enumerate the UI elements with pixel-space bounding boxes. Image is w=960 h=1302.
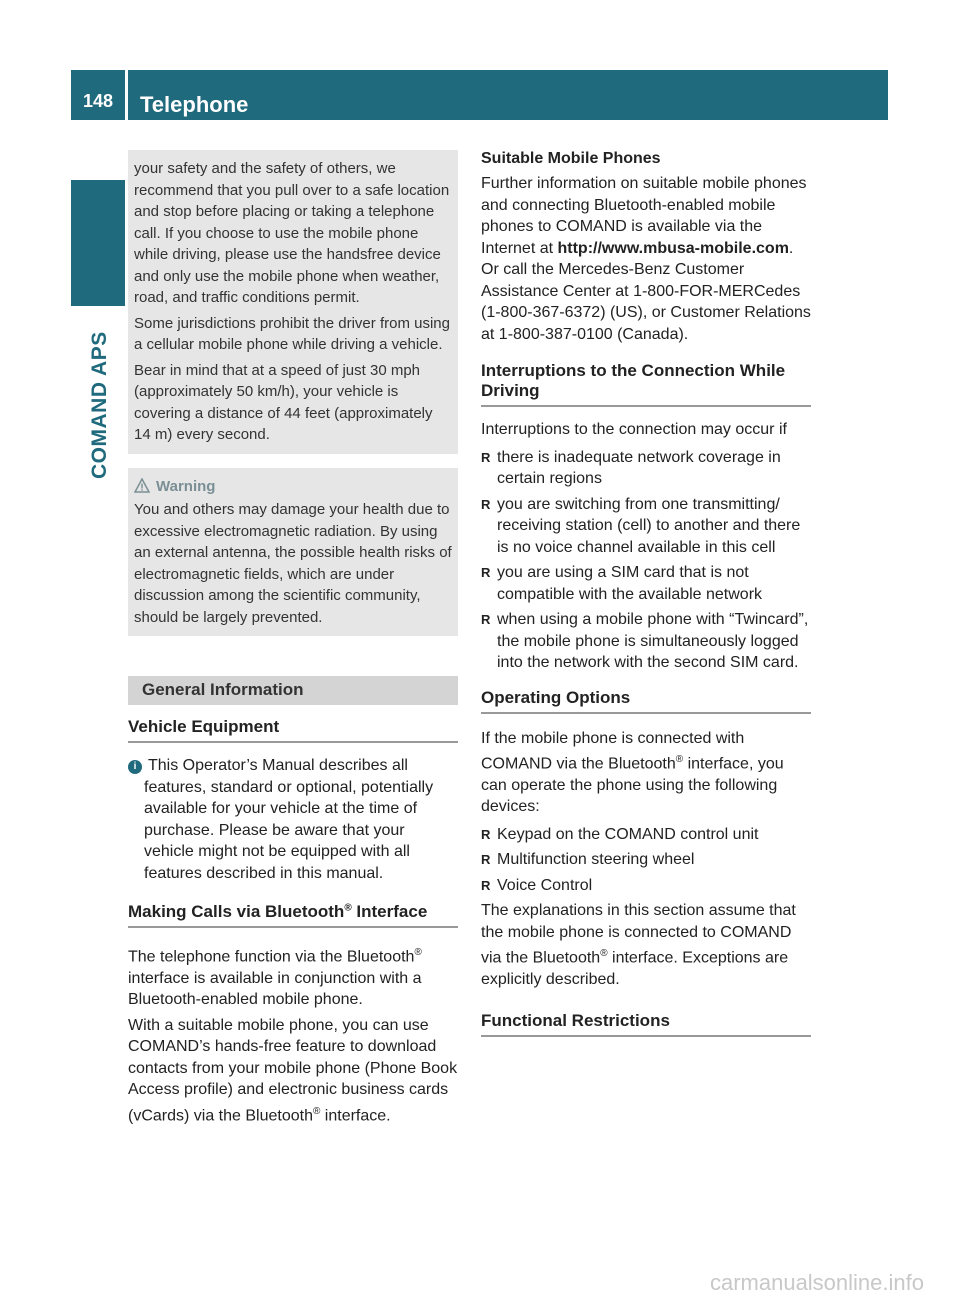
list-item: R Keypad on the COMAND control unit	[481, 824, 811, 846]
side-tab-marker	[71, 180, 125, 306]
vehicle-equipment-heading: Vehicle Equipment	[128, 717, 458, 743]
functional-restrictions-heading: Functional Restrictions	[481, 1011, 811, 1037]
text-span: interface.	[320, 1107, 391, 1125]
safety-box	[128, 150, 458, 454]
side-section-label: COMAND APS	[88, 331, 111, 479]
registered-mark: ®	[600, 948, 608, 960]
registered-mark: ®	[312, 1105, 321, 1117]
registered-mark: ®	[344, 902, 352, 914]
list-item: R Voice Control	[481, 875, 811, 897]
section-title: General Information	[128, 676, 458, 705]
registered-mark: ®	[414, 947, 422, 958]
text-span: The explanations in this section assume that the mobile phone is connected to COMAND via the Bluetooth	[481, 902, 796, 967]
safety-paragraph: Some jurisdictions prohibit the driver from using a cellular mobile phone while driving a vehicle.	[134, 314, 450, 353]
text-span: interface. Exceptions are explicitly described.	[481, 949, 789, 989]
bluetooth-heading	[128, 902, 458, 928]
interruptions-list	[481, 447, 811, 674]
text-span: The telephone function via the Bluetooth	[128, 948, 415, 966]
explanations-paragraph	[481, 900, 811, 990]
safety-paragraph: your safety and the safety of others, we recommend that you pull over to a safe location and stop before placing or taking a telephone call. If you choose to use the mobile phone while driving, please use the handsfree device and only use the mobile phone when weather, road, and traffic conditions permit.	[134, 160, 450, 306]
operating-devices-list	[481, 824, 811, 897]
watermark: carmanualsonline.info	[709, 1270, 924, 1295]
website-link[interactable]: http://www.mbusa-mobile.com	[557, 239, 789, 257]
left-column	[128, 150, 458, 1127]
suitable-phones-paragraph	[481, 173, 811, 345]
page-header	[71, 70, 888, 120]
text-span: Further information on suitable mobile phones and connecting Bluetooth-enabled mobile phones to COMAND is available via the Internet at	[481, 175, 807, 257]
bluetooth-heading-text: Making Calls via Bluetooth	[128, 902, 345, 921]
list-item: R Multifunction steering wheel	[481, 849, 811, 871]
bluetooth-heading-suffix: Interface	[351, 902, 428, 921]
text-span: interface, you can operate the phone using the following devices:	[481, 755, 784, 816]
text-span: If the mobile phone is connected with COMAND via the Bluetooth	[481, 729, 745, 773]
text-span: interface is available in conjunction with a Bluetooth-enabled mobile phone.	[128, 969, 422, 1009]
warning-title-row	[134, 476, 452, 498]
operating-options-heading: Operating Options	[481, 688, 811, 714]
info-note	[128, 755, 458, 884]
operating-paragraph	[481, 728, 811, 818]
bluetooth-paragraph	[128, 1015, 458, 1127]
list-item: R you are using a SIM card that is not compatible with the available network	[481, 562, 811, 605]
text-span: With a suitable mobile phone, you can use COMAND’s hands-free feature to download contacts from your mobile phone (Phone Book Access profile) and electronic business cards (vCards) via the Bluetooth	[128, 1016, 458, 1125]
list-item: R you are switching from one transmitting/ receiving station (cell) to another and there is no voice channel available in this cell	[481, 494, 811, 559]
warning-title: Warning	[156, 477, 216, 495]
page-number: 148	[71, 70, 125, 120]
info-note-text: This Operator’s Manual describes all features, standard or optional, potentially available for your vehicle at the time of purchase. Please be aware that your vehicle might not be equipped with all features described in this manual.	[144, 757, 434, 882]
safety-paragraph: Bear in mind that at a speed of just 30 mph (approximately 50 km/h), your vehicle is covering a distance of 44 feet (approximately 14 m) every second.	[134, 361, 433, 443]
list-item: R there is inadequate network coverage in certain regions	[481, 447, 811, 490]
warning-triangle-icon	[134, 478, 150, 494]
interruptions-heading: Interruptions to the Connection While Driving	[481, 361, 811, 407]
chapter-title: Telephone	[128, 70, 888, 120]
warning-text: You and others may damage your health due to excessive electromagnetic radiation. By using an external antenna, the possible health risks of electromagnetic fields, which are under discussion among the scientific community, should be largely prevented.	[134, 501, 452, 626]
suitable-phones-heading: Suitable Mobile Phones	[481, 150, 661, 167]
info-icon: i	[128, 760, 142, 774]
right-column	[481, 150, 811, 1037]
list-item: R when using a mobile phone with “Twincard”, the mobile phone is simultaneously logged into the network with the second SIM card.	[481, 609, 811, 674]
bluetooth-paragraph	[128, 942, 458, 1011]
registered-mark: ®	[675, 754, 684, 765]
warning-box	[128, 468, 458, 637]
text-span: . Or call the Mercedes-Benz Customer Assistance Center at 1-800-FOR-MERCedes (1-800-367-6372) (US), or Customer Relations at 1-800-387-0100 (Canada).	[481, 239, 811, 343]
interruptions-intro: Interruptions to the connection may occur if	[481, 421, 787, 438]
